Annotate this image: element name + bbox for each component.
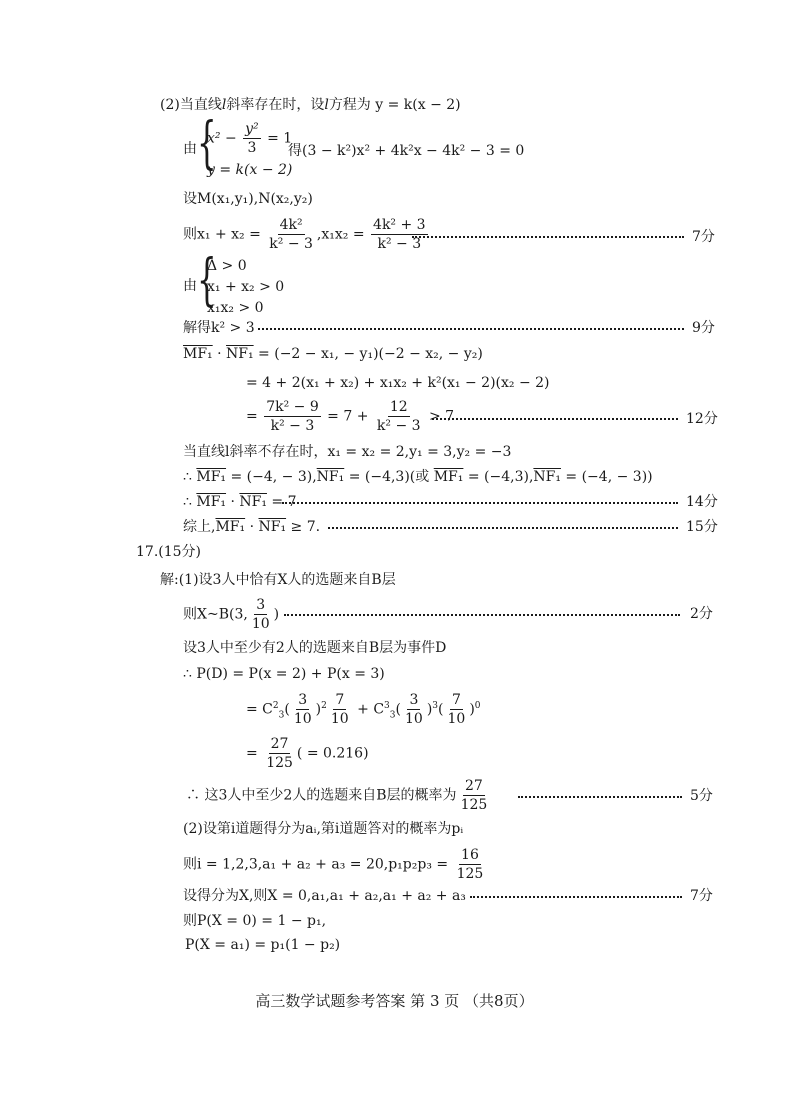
q16-solve: 解得k² > 3 xyxy=(183,320,255,336)
q17-leader-dots-5 xyxy=(518,796,682,798)
q16-score-12: 12分 xyxy=(686,411,718,427)
q16-cond-brace: { xyxy=(197,248,217,313)
q16-leader-dots-12 xyxy=(432,418,678,420)
q17-result: = $\frac{27}{125}$ ( = 0.216) xyxy=(246,736,369,771)
q16-summary: 综上,MF₁ · NF₁ ≥ 7. xyxy=(183,519,321,535)
q17-event-d: 设3人中至少有2人的选题来自B层为事件D xyxy=(183,640,447,656)
q16-leader-dots-14 xyxy=(282,502,678,504)
q16-score-7a: 7分 xyxy=(692,229,715,245)
q17-part2: (2)设第i道题得分为aᵢ,第i道题答对的概率为pᵢ xyxy=(183,821,464,837)
q16-system-eq2: y = k(x − 2) xyxy=(207,162,293,178)
q16-you2-label: 由 xyxy=(183,278,197,294)
q17-solution-1: 解:(1)设3人中恰有X人的选题来自B层 xyxy=(160,572,396,588)
q16-leader-dots-9 xyxy=(258,328,684,330)
q16-part2-intro: (2)当直线l斜率存在时，设l方程为 y = k(x − 2) xyxy=(160,97,461,113)
q16-dot-line1: MF₁ · NF₁ = (−2 − x₁, − y₁)(−2 − x₂, − y₂) xyxy=(183,346,483,362)
q16-leader-dots-7a xyxy=(412,236,684,238)
q17-conditions: 则i = 1,2,3,a₁ + a₂ + a₃ = 20,p₁p₂p₃ = $\frac{16}{125}$ xyxy=(183,847,484,882)
q16-result-equation: 得(3 − k²)x² + 4k²x − 4k² − 3 = 0 xyxy=(288,143,525,159)
q17-binomial: 则X~B(3, $\frac{3}{10}$ ) xyxy=(183,597,280,632)
q16-dot-line3: = $\frac{\text{7k² − 9}}{\text{k² − 3}}$ = 7 + $\frac{12}{\text{k² − 3}}$ > 7 xyxy=(246,399,455,434)
q17-header: 17.(15分) xyxy=(136,544,202,560)
q17-px0: 则P(X = 0) = 1 − p₁, xyxy=(183,913,327,929)
q16-system-brace: { xyxy=(197,111,217,176)
q16-set-mn: 设M(x₁,y₁),N(x₂,y₂) xyxy=(183,191,313,207)
q16-cond-delta: Δ > 0 xyxy=(207,258,247,274)
q17-pd: ∴ P(D) = P(x = 2) + P(x = 3) xyxy=(183,666,385,682)
page-footer: 高三数学试题参考答案 第 3 页 （共8页） xyxy=(255,992,534,1010)
q16-you-label: 由 xyxy=(183,141,197,157)
q16-leader-dots-15 xyxy=(328,527,678,529)
q16-score-15: 15分 xyxy=(686,519,718,535)
q17-score-7b: 7分 xyxy=(690,888,713,904)
q17-pxa1: P(X = a₁) = p₁(1 − p₂) xyxy=(185,937,341,953)
q17-score-2: 2分 xyxy=(690,606,713,622)
q16-cond-product: x₁x₂ > 0 xyxy=(207,300,264,316)
q16-cond-sum: x₁ + x₂ > 0 xyxy=(207,279,285,295)
q16-therefore: ∴ MF₁ · NF₁ = 7 xyxy=(183,494,297,510)
q16-dot-line2: = 4 + 2(x₁ + x₂) + x₁x₂ + k²(x₁ − 2)(x₂ − 2) xyxy=(246,375,550,391)
q16-vieta: 则x₁ + x₂ = $\frac{\text{4k²}}{\text{k² − 3}}$ ,x₁x₂ = $\frac{\text{4k² + 3}}{\text{k² − 3}}$ xyxy=(183,217,426,252)
q16-vec-line: ∴ MF₁ = (−4, − 3),NF₁ = (−4,3)(或 MF₁ = (−4,3),NF₁ = (−4, − 3)) xyxy=(183,469,653,485)
q17-calc: = $C^2_3$( $\frac{3}{10}$ )$^2$ $\frac{7}{10}$ + $C^3_3$( $\frac{3}{10}$ )$^3$( $\frac{7}{10}$ )$^0$ xyxy=(246,692,481,727)
q17-leader-dots-2 xyxy=(284,614,680,616)
q16-score-9: 9分 xyxy=(692,320,715,336)
q17-probability: ∴ 这3人中至少2人的选题来自B层的概率为 $\frac{27}{125}$ xyxy=(186,778,488,813)
q17-score-5: 5分 xyxy=(690,788,713,804)
q16-system-eq1: x² − $\frac{\text{y²}}{3}$ = 1 xyxy=(207,121,293,156)
q16-nonexist: 当直线l斜率不存在时，x₁ = x₂ = 2,y₁ = 3,y₂ = −3 xyxy=(183,444,512,460)
q17-leader-dots-7b xyxy=(470,896,682,898)
q16-score-14: 14分 xyxy=(686,494,718,510)
q17-score-x: 设得分为X,则X = 0,a₁,a₁ + a₂,a₁ + a₂ + a₃ xyxy=(183,888,466,904)
